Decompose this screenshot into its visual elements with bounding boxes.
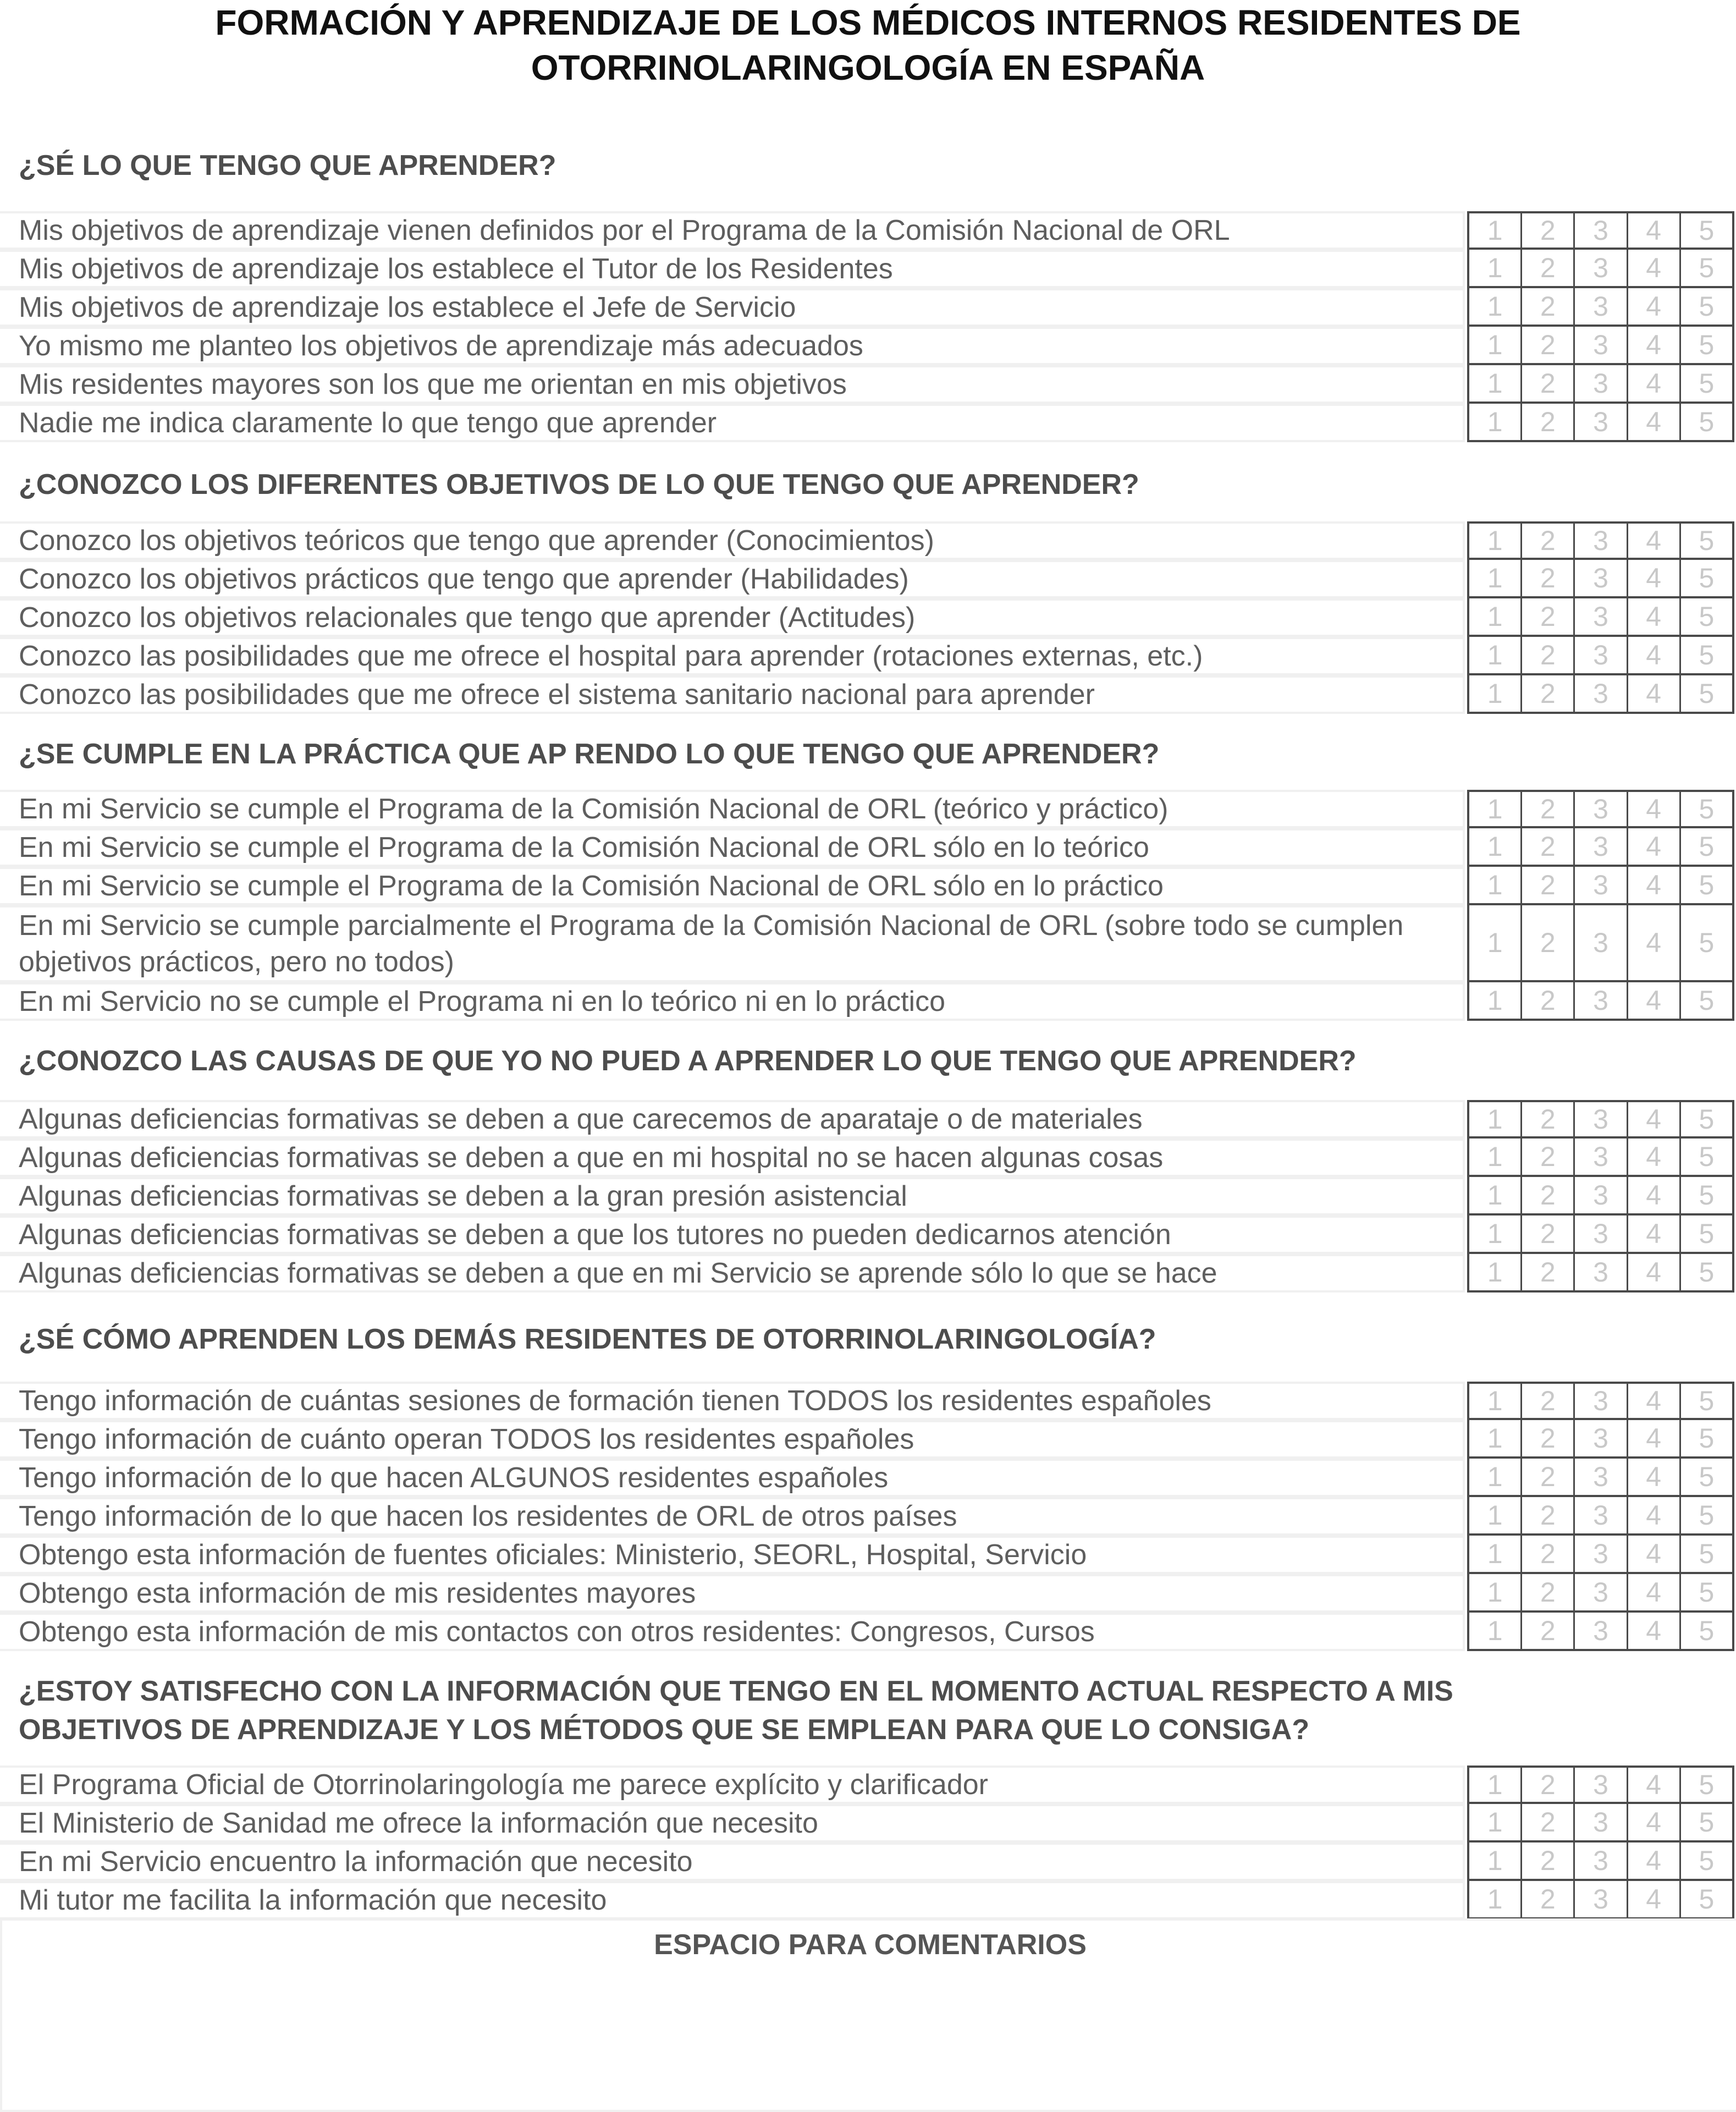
rating-option-2[interactable]: 2 xyxy=(1522,675,1575,712)
rating-option-3[interactable]: 3 xyxy=(1575,1459,1628,1495)
rating-option-3[interactable]: 3 xyxy=(1575,598,1628,635)
rating-option-3[interactable]: 3 xyxy=(1575,213,1628,248)
rating-option-4[interactable]: 4 xyxy=(1628,1881,1681,1917)
rating-option-3[interactable]: 3 xyxy=(1575,404,1628,440)
rating-option-1[interactable]: 1 xyxy=(1469,637,1522,673)
rating-option-3[interactable]: 3 xyxy=(1575,1138,1628,1175)
rating-scale xyxy=(1467,598,1734,637)
question-text: Algunas deficiencias formativas se deben a que carecemos de aparataje o de materiales xyxy=(19,1103,1143,1135)
rating-option-2[interactable]: 2 xyxy=(1522,1216,1575,1252)
rating-option-4[interactable]: 4 xyxy=(1628,404,1681,440)
rating-option-2[interactable]: 2 xyxy=(1522,828,1575,865)
question-text: Tengo información de lo que hacen los residentes de ORL de otros países xyxy=(19,1500,957,1532)
question-text: En mi Servicio no se cumple el Programa ni en lo teórico ni en lo práctico xyxy=(19,986,946,1018)
rating-option-3[interactable]: 3 xyxy=(1575,1216,1628,1252)
rating-option-1[interactable]: 1 xyxy=(1469,598,1522,635)
rating-option-4[interactable]: 4 xyxy=(1628,982,1681,1019)
rating-option-3[interactable]: 3 xyxy=(1575,1536,1628,1572)
rating-scale xyxy=(1467,288,1734,327)
rating-option-2[interactable]: 2 xyxy=(1522,1384,1575,1418)
question-list xyxy=(0,790,1736,1021)
rating-scale xyxy=(1467,1536,1734,1574)
question-row xyxy=(0,828,1736,867)
question-text: Tengo información de lo que hacen ALGUNOS residentes españoles xyxy=(19,1462,889,1494)
question-text: Conozco los objetivos teóricos que tengo que aprender (Conocimientos) xyxy=(19,525,934,557)
rating-option-1[interactable]: 1 xyxy=(1469,288,1522,324)
question-row xyxy=(0,327,1736,365)
rating-option-2[interactable]: 2 xyxy=(1522,213,1575,248)
rating-option-5[interactable]: 5 xyxy=(1699,1577,1715,1608)
question-text: Algunas deficiencias formativas se deben a que en mi hospital no se hacen algunas cosas xyxy=(19,1142,1164,1174)
rating-option-2[interactable]: 2 xyxy=(1522,792,1575,826)
rating-option-3[interactable]: 3 xyxy=(1575,792,1628,826)
rating-option-4[interactable]: 4 xyxy=(1628,675,1681,712)
question-row xyxy=(0,1804,1736,1843)
rating-option-5[interactable]: 5 xyxy=(1699,870,1715,900)
question-row xyxy=(0,211,1736,250)
question-row xyxy=(0,365,1736,404)
rating-option-2[interactable]: 2 xyxy=(1522,1497,1575,1533)
rating-option-5[interactable]: 5 xyxy=(1699,1884,1715,1915)
question-text: Algunas deficiencias formativas se deben a la gran presión asistencial xyxy=(19,1180,907,1212)
rating-option-3[interactable]: 3 xyxy=(1575,905,1628,980)
rating-option-4[interactable]: 4 xyxy=(1628,1536,1681,1572)
rating-option-5[interactable]: 5 xyxy=(1699,1257,1715,1288)
question-list xyxy=(0,1100,1736,1292)
rating-scale xyxy=(1467,1613,1734,1651)
rating-scale xyxy=(1467,1254,1734,1292)
question-text: Conozco las posibilidades que me ofrece el hospital para aprender (rotaciones externas, etc.) xyxy=(19,640,1203,672)
rating-option-1[interactable]: 1 xyxy=(1469,1881,1522,1917)
rating-option-4[interactable]: 4 xyxy=(1628,327,1681,363)
rating-option-5[interactable]: 5 xyxy=(1699,1500,1715,1531)
question-list xyxy=(0,1766,1736,1920)
question-text: Obtengo esta información de mis contactos con otros residentes: Congresos, Cursos xyxy=(19,1616,1095,1648)
question-row xyxy=(0,1881,1736,1920)
question-text: Conozco las posibilidades que me ofrece el sistema sanitario nacional para aprender xyxy=(19,679,1095,711)
rating-option-5[interactable]: 5 xyxy=(1699,563,1715,593)
rating-option-5[interactable]: 5 xyxy=(1699,368,1715,399)
rating-option-1[interactable]: 1 xyxy=(1469,867,1522,903)
title-line-2: OTORRINOLARINGOLOGÍA EN ESPAÑA xyxy=(531,48,1205,87)
rating-option-3[interactable]: 3 xyxy=(1575,1177,1628,1213)
rating-option-3[interactable]: 3 xyxy=(1575,1881,1628,1917)
rating-option-5[interactable]: 5 xyxy=(1699,794,1715,824)
rating-option-1[interactable]: 1 xyxy=(1469,213,1522,248)
question-row xyxy=(0,1138,1736,1177)
rating-option-1[interactable]: 1 xyxy=(1469,250,1522,286)
rating-option-2[interactable]: 2 xyxy=(1522,1536,1575,1572)
question-text: Obtengo esta información de fuentes oficiales: Ministerio, SEORL, Hospital, Servicio xyxy=(19,1539,1087,1571)
rating-scale xyxy=(1467,250,1734,288)
rating-option-2[interactable]: 2 xyxy=(1522,982,1575,1019)
question-row xyxy=(0,1766,1736,1804)
rating-option-5[interactable]: 5 xyxy=(1699,640,1715,670)
question-text: Conozco los objetivos prácticos que tengo que aprender (Habilidades) xyxy=(19,563,909,595)
rating-option-1[interactable]: 1 xyxy=(1469,1138,1522,1175)
rating-option-3[interactable]: 3 xyxy=(1575,524,1628,558)
rating-option-1[interactable]: 1 xyxy=(1469,1216,1522,1252)
rating-option-5[interactable]: 5 xyxy=(1699,1769,1715,1800)
rating-option-5[interactable]: 5 xyxy=(1699,329,1715,360)
rating-option-4[interactable]: 4 xyxy=(1628,365,1681,402)
question-text: Obtengo esta información de mis residentes mayores xyxy=(19,1577,696,1609)
question-row xyxy=(0,1536,1736,1574)
question-text: Mis objetivos de aprendizaje los establece el Jefe de Servicio xyxy=(19,292,796,323)
rating-option-3[interactable]: 3 xyxy=(1575,1420,1628,1456)
rating-option-4[interactable]: 4 xyxy=(1628,1497,1681,1533)
question-row xyxy=(0,1382,1736,1420)
rating-option-4[interactable]: 4 xyxy=(1628,1420,1681,1456)
rating-option-5[interactable]: 5 xyxy=(1699,1461,1715,1492)
rating-option-2[interactable]: 2 xyxy=(1522,1254,1575,1290)
rating-option-5[interactable]: 5 xyxy=(1699,831,1715,862)
rating-option-2[interactable]: 2 xyxy=(1522,404,1575,440)
rating-option-2[interactable]: 2 xyxy=(1522,365,1575,402)
rating-option-3[interactable]: 3 xyxy=(1575,1574,1628,1610)
rating-scale xyxy=(1467,327,1734,365)
rating-option-5[interactable]: 5 xyxy=(1699,1807,1715,1838)
rating-option-2[interactable]: 2 xyxy=(1522,1613,1575,1649)
rating-scale xyxy=(1467,211,1734,250)
rating-scale xyxy=(1467,1804,1734,1843)
rating-option-1[interactable]: 1 xyxy=(1469,1497,1522,1533)
question-row xyxy=(0,867,1736,905)
question-text: Algunas deficiencias formativas se deben a que los tutores no pueden dedicarnos atención xyxy=(19,1219,1171,1251)
question-text: Mis residentes mayores son los que me orientan en mis objetivos xyxy=(19,369,847,400)
rating-option-5[interactable]: 5 xyxy=(1699,252,1715,283)
question-text: Nadie me indica claramente lo que tengo que aprender xyxy=(19,407,717,439)
rating-scale xyxy=(1467,1881,1734,1920)
rating-option-3[interactable]: 3 xyxy=(1575,1102,1628,1136)
question-text: El Ministerio de Sanidad me ofrece la información que necesito xyxy=(19,1807,818,1839)
question-row xyxy=(0,1216,1736,1254)
rating-option-1[interactable]: 1 xyxy=(1469,982,1522,1019)
rating-option-2[interactable]: 2 xyxy=(1522,905,1575,980)
title-line-1: FORMACIÓN Y APRENDIZAJE DE LOS MÉDICOS INTERNOS RESIDENTES DE xyxy=(215,3,1521,42)
rating-scale xyxy=(1467,828,1734,867)
section-heading: ¿CONOZCO LOS DIFERENTES OBJETIVOS DE LO QUE TENGO QUE APRENDER? xyxy=(19,469,1139,501)
rating-option-2[interactable]: 2 xyxy=(1522,598,1575,635)
rating-option-4[interactable]: 4 xyxy=(1628,560,1681,596)
rating-option-1[interactable]: 1 xyxy=(1469,1536,1522,1572)
rating-option-5[interactable]: 5 xyxy=(1699,1104,1715,1135)
question-row xyxy=(0,1613,1736,1651)
question-text: En mi Servicio se cumple el Programa de la Comisión Nacional de ORL sólo en lo teórico xyxy=(19,832,1149,864)
rating-option-4[interactable]: 4 xyxy=(1628,1216,1681,1252)
rating-scale xyxy=(1467,1574,1734,1613)
question-text: En mi Servicio se cumple parcialmente el Programa de la Comisión Nacional de ORL (sobre todo se cumplen objetivos prácticos, pero no todos) xyxy=(19,910,1404,978)
rating-option-4[interactable]: 4 xyxy=(1628,1613,1681,1649)
question-list xyxy=(0,211,1736,442)
rating-option-1[interactable]: 1 xyxy=(1469,404,1522,440)
rating-option-3[interactable]: 3 xyxy=(1575,365,1628,402)
question-row xyxy=(0,675,1736,714)
rating-option-3[interactable]: 3 xyxy=(1575,637,1628,673)
question-list xyxy=(0,1382,1736,1651)
rating-scale xyxy=(1467,1177,1734,1216)
rating-option-5[interactable]: 5 xyxy=(1699,525,1715,556)
question-text: En mi Servicio se cumple el Programa de la Comisión Nacional de ORL sólo en lo práctico xyxy=(19,870,1164,902)
rating-option-4[interactable]: 4 xyxy=(1628,1138,1681,1175)
rating-option-2[interactable]: 2 xyxy=(1522,867,1575,903)
rating-option-5[interactable]: 5 xyxy=(1699,1423,1715,1454)
rating-option-1[interactable]: 1 xyxy=(1469,1804,1522,1840)
rating-option-5[interactable]: 5 xyxy=(1699,678,1715,709)
rating-option-5[interactable]: 5 xyxy=(1699,1615,1715,1646)
rating-option-2[interactable]: 2 xyxy=(1522,327,1575,363)
rating-option-1[interactable]: 1 xyxy=(1469,1420,1522,1456)
rating-option-1[interactable]: 1 xyxy=(1469,1102,1522,1136)
rating-option-4[interactable]: 4 xyxy=(1628,828,1681,865)
rating-option-4[interactable]: 4 xyxy=(1628,1804,1681,1840)
rating-option-5[interactable]: 5 xyxy=(1699,985,1715,1016)
rating-scale xyxy=(1467,1766,1734,1804)
rating-option-3[interactable]: 3 xyxy=(1575,560,1628,596)
rating-option-2[interactable]: 2 xyxy=(1522,1177,1575,1213)
rating-option-3[interactable]: 3 xyxy=(1575,675,1628,712)
rating-option-5[interactable]: 5 xyxy=(1699,1218,1715,1249)
rating-option-1[interactable]: 1 xyxy=(1469,1768,1522,1802)
rating-option-1[interactable]: 1 xyxy=(1469,1384,1522,1418)
question-row xyxy=(0,560,1736,598)
rating-option-2[interactable]: 2 xyxy=(1522,1574,1575,1610)
question-row xyxy=(0,982,1736,1021)
comments-label: ESPACIO PARA COMENTARIOS xyxy=(654,1929,1087,1961)
rating-option-4[interactable]: 4 xyxy=(1628,1384,1681,1418)
rating-scale xyxy=(1467,790,1734,828)
rating-option-1[interactable]: 1 xyxy=(1469,1177,1522,1213)
rating-option-5[interactable]: 5 xyxy=(1699,927,1715,958)
rating-option-4[interactable]: 4 xyxy=(1628,288,1681,324)
rating-option-4[interactable]: 4 xyxy=(1628,1843,1681,1879)
rating-scale xyxy=(1467,521,1734,560)
rating-option-5[interactable]: 5 xyxy=(1699,1385,1715,1416)
rating-option-4[interactable]: 4 xyxy=(1628,867,1681,903)
rating-option-1[interactable]: 1 xyxy=(1469,1843,1522,1879)
rating-option-3[interactable]: 3 xyxy=(1575,982,1628,1019)
section-heading: ¿CONOZCO LAS CAUSAS DE QUE YO NO PUED A APRENDER LO QUE TENGO QUE APRENDER? xyxy=(19,1045,1357,1077)
rating-option-2[interactable]: 2 xyxy=(1522,1420,1575,1456)
question-row xyxy=(0,1574,1736,1613)
rating-option-1[interactable]: 1 xyxy=(1469,365,1522,402)
rating-option-5[interactable]: 5 xyxy=(1699,406,1715,437)
rating-scale xyxy=(1467,982,1734,1021)
rating-option-4[interactable]: 4 xyxy=(1628,598,1681,635)
question-row xyxy=(0,637,1736,675)
rating-option-3[interactable]: 3 xyxy=(1575,1384,1628,1418)
section-heading: ¿SE CUMPLE EN LA PRÁCTICA QUE AP RENDO LO QUE TENGO QUE APRENDER? xyxy=(19,738,1160,770)
page-title xyxy=(0,0,1736,90)
rating-option-4[interactable]: 4 xyxy=(1628,1459,1681,1495)
rating-option-2[interactable]: 2 xyxy=(1522,560,1575,596)
rating-option-5[interactable]: 5 xyxy=(1699,291,1715,322)
question-text: Mis objetivos de aprendizaje los establece el Tutor de los Residentes xyxy=(19,253,893,285)
rating-option-1[interactable]: 1 xyxy=(1469,560,1522,596)
rating-option-4[interactable]: 4 xyxy=(1628,1177,1681,1213)
question-row xyxy=(0,1420,1736,1459)
question-text: En mi Servicio se cumple el Programa de la Comisión Nacional de ORL (teórico y práctico) xyxy=(19,793,1169,825)
rating-option-4[interactable]: 4 xyxy=(1628,905,1681,980)
rating-scale xyxy=(1467,637,1734,675)
comments-box[interactable] xyxy=(0,1918,1736,2112)
rating-scale xyxy=(1467,1420,1734,1459)
rating-scale xyxy=(1467,675,1734,714)
rating-option-2[interactable]: 2 xyxy=(1522,250,1575,286)
rating-option-1[interactable]: 1 xyxy=(1469,675,1522,712)
question-text: Tengo información de cuánto operan TODOS los residentes españoles xyxy=(19,1423,914,1455)
rating-option-1[interactable]: 1 xyxy=(1469,1574,1522,1610)
rating-scale xyxy=(1467,1138,1734,1177)
question-row xyxy=(0,1100,1736,1138)
question-row xyxy=(0,1843,1736,1881)
rating-scale xyxy=(1467,905,1734,982)
section-heading: ¿ESTOY SATISFECHO CON LA INFORMACIÓN QUE TENGO EN EL MOMENTO ACTUAL RESPECTO A MIS OBJETIVOS DE APRENDIZAJE Y LOS MÉTODOS QUE SE EMPLEAN PARA QUE LO CONSIGA? xyxy=(19,1675,1453,1746)
rating-option-3[interactable]: 3 xyxy=(1575,1804,1628,1840)
rating-scale xyxy=(1467,1459,1734,1497)
rating-option-1[interactable]: 1 xyxy=(1469,905,1522,980)
rating-option-5[interactable]: 5 xyxy=(1699,1845,1715,1876)
rating-option-3[interactable]: 3 xyxy=(1575,1497,1628,1533)
rating-option-4[interactable]: 4 xyxy=(1628,1102,1681,1136)
question-row xyxy=(0,1254,1736,1292)
rating-scale xyxy=(1467,1216,1734,1254)
question-row xyxy=(0,1497,1736,1536)
rating-option-4[interactable]: 4 xyxy=(1628,1254,1681,1290)
rating-option-3[interactable]: 3 xyxy=(1575,1613,1628,1649)
question-text: En mi Servicio encuentro la información que necesito xyxy=(19,1846,693,1878)
rating-scale xyxy=(1467,1843,1734,1881)
question-text: Conozco los objetivos relacionales que tengo que aprender (Actitudes) xyxy=(19,602,916,634)
rating-option-2[interactable]: 2 xyxy=(1522,524,1575,558)
question-list xyxy=(0,521,1736,714)
rating-option-4[interactable]: 4 xyxy=(1628,637,1681,673)
question-row xyxy=(0,790,1736,828)
rating-scale xyxy=(1467,404,1734,442)
section-heading: ¿SÉ CÓMO APRENDEN LOS DEMÁS RESIDENTES DE OTORRINOLARINGOLOGÍA? xyxy=(19,1323,1156,1355)
rating-option-4[interactable]: 4 xyxy=(1628,250,1681,286)
rating-scale xyxy=(1467,560,1734,598)
rating-option-5[interactable]: 5 xyxy=(1699,1538,1715,1569)
question-row xyxy=(0,905,1736,982)
rating-option-5[interactable]: 5 xyxy=(1699,601,1715,632)
section-heading: ¿SÉ LO QUE TENGO QUE APRENDER? xyxy=(19,150,556,182)
rating-option-1[interactable]: 1 xyxy=(1469,1254,1522,1290)
rating-option-2[interactable]: 2 xyxy=(1522,1138,1575,1175)
rating-option-4[interactable]: 4 xyxy=(1628,213,1681,248)
rating-option-5[interactable]: 5 xyxy=(1699,215,1715,246)
rating-option-1[interactable]: 1 xyxy=(1469,1613,1522,1649)
rating-option-4[interactable]: 4 xyxy=(1628,792,1681,826)
rating-option-4[interactable]: 4 xyxy=(1628,524,1681,558)
rating-option-1[interactable]: 1 xyxy=(1469,524,1522,558)
question-row xyxy=(0,288,1736,327)
rating-option-2[interactable]: 2 xyxy=(1522,1804,1575,1840)
rating-scale xyxy=(1467,1100,1734,1138)
rating-option-4[interactable]: 4 xyxy=(1628,1768,1681,1802)
rating-option-1[interactable]: 1 xyxy=(1469,828,1522,865)
rating-option-2[interactable]: 2 xyxy=(1522,1459,1575,1495)
rating-option-3[interactable]: 3 xyxy=(1575,828,1628,865)
rating-option-3[interactable]: 3 xyxy=(1575,327,1628,363)
question-text: El Programa Oficial de Otorrinolaringología me parece explícito y clarificador xyxy=(19,1769,988,1801)
rating-option-3[interactable]: 3 xyxy=(1575,867,1628,903)
rating-scale xyxy=(1467,1382,1734,1420)
question-row xyxy=(0,250,1736,288)
question-row xyxy=(0,521,1736,560)
question-row xyxy=(0,404,1736,442)
rating-option-2[interactable]: 2 xyxy=(1522,637,1575,673)
rating-scale xyxy=(1467,365,1734,404)
question-text: Mi tutor me facilita la información que necesito xyxy=(19,1884,607,1916)
rating-scale xyxy=(1467,1497,1734,1536)
rating-option-1[interactable]: 1 xyxy=(1469,1459,1522,1495)
question-row xyxy=(0,598,1736,637)
question-text: Mis objetivos de aprendizaje vienen definidos por el Programa de la Comisión Nacional de ORL xyxy=(19,215,1230,246)
rating-option-3[interactable]: 3 xyxy=(1575,250,1628,286)
rating-option-4[interactable]: 4 xyxy=(1628,1574,1681,1610)
rating-option-1[interactable]: 1 xyxy=(1469,792,1522,826)
question-row xyxy=(0,1177,1736,1216)
question-text: Yo mismo me planteo los objetivos de aprendizaje más adecuados xyxy=(19,330,863,362)
rating-option-3[interactable]: 3 xyxy=(1575,1254,1628,1290)
question-text: Tengo información de cuántas sesiones de formación tienen TODOS los residentes españoles xyxy=(19,1385,1211,1417)
question-row xyxy=(0,1459,1736,1497)
rating-option-5[interactable]: 5 xyxy=(1699,1180,1715,1211)
rating-option-1[interactable]: 1 xyxy=(1469,327,1522,363)
rating-option-2[interactable]: 2 xyxy=(1522,1102,1575,1136)
rating-option-2[interactable]: 2 xyxy=(1522,1881,1575,1917)
rating-option-2[interactable]: 2 xyxy=(1522,288,1575,324)
rating-option-3[interactable]: 3 xyxy=(1575,1843,1628,1879)
rating-option-2[interactable]: 2 xyxy=(1522,1843,1575,1879)
rating-option-2[interactable]: 2 xyxy=(1522,1768,1575,1802)
rating-option-5[interactable]: 5 xyxy=(1699,1141,1715,1172)
rating-scale xyxy=(1467,867,1734,905)
rating-option-3[interactable]: 3 xyxy=(1575,1768,1628,1802)
rating-option-3[interactable]: 3 xyxy=(1575,288,1628,324)
question-text: Algunas deficiencias formativas se deben a que en mi Servicio se aprende sólo lo que se hace xyxy=(19,1257,1217,1289)
